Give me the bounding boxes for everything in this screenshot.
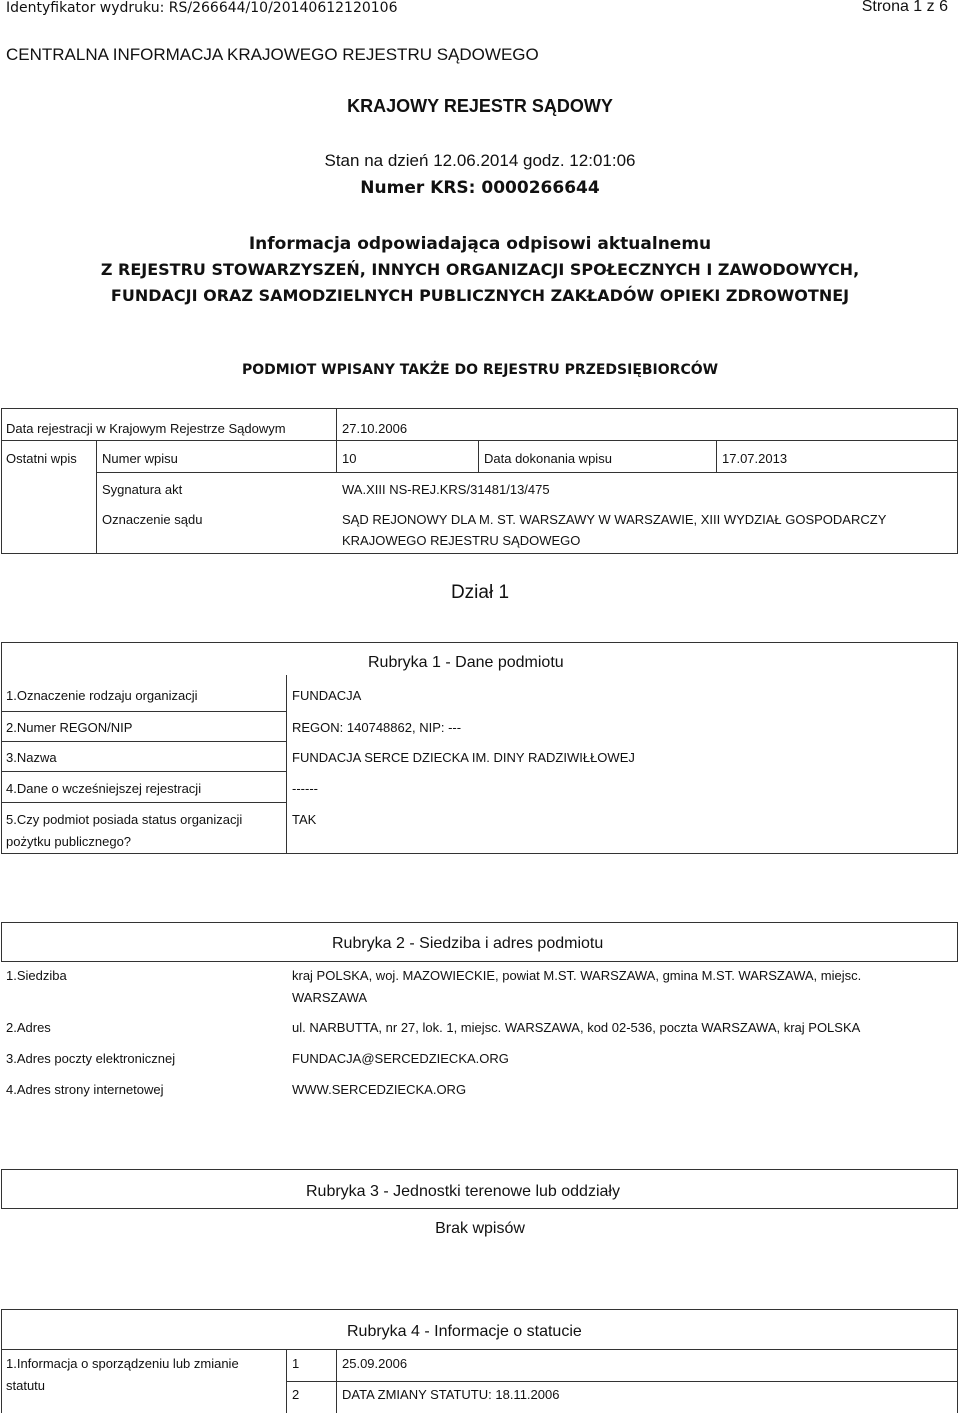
- entry-number-value: 10: [342, 451, 357, 466]
- divider: [1, 711, 287, 712]
- r1-prev-reg-label: 4.Dane o wcześniejszej rejestracji: [6, 781, 202, 796]
- divider: [478, 440, 479, 472]
- r2-address-value: ul. NARBUTTA, nr 27, lok. 1, miejsc. WARSZAWA, kod 02-536, poczta WARSZAWA, kraj POLSKA: [292, 1020, 861, 1035]
- court-value-line-1: SĄD REJONOWY DLA M. ST. WARSZAWY W WARSZAWIE, XIII WYDZIAŁ GOSPODARCZY: [342, 512, 887, 527]
- divider: [336, 408, 337, 440]
- divider: [1, 961, 958, 962]
- r1-prev-reg-value: ------: [292, 781, 318, 796]
- r2-email-value: FUNDACJA@SERCEDZIECKA.ORG: [292, 1051, 509, 1066]
- rubric-2-top-border: [1, 922, 958, 923]
- divider: [1, 1208, 958, 1209]
- divider: [1, 741, 287, 742]
- rubric-4-top-border: [1, 1309, 958, 1310]
- divider: [1, 853, 958, 854]
- r1-opp-value: TAK: [292, 812, 317, 827]
- section-title: Dział 1: [450, 582, 510, 603]
- signature-value: WA.XIII NS-REJ.KRS/31481/13/475: [342, 482, 550, 497]
- r1-org-type-value: FUNDACJA: [292, 688, 362, 703]
- r1-org-type-label: 1.Oznaczenie rodzaju organizacji: [6, 688, 198, 703]
- divider: [957, 642, 958, 854]
- divider: [1, 922, 2, 962]
- r2-address-label: 2.Adres: [6, 1020, 51, 1035]
- register-name: KRAJOWY REJESTR SĄDOWY: [347, 96, 613, 116]
- r4-entry-1-value: 25.09.2006: [342, 1356, 408, 1371]
- divider: [286, 1349, 287, 1413]
- rubric-3-title: Rubryka 3 - Jednostki terenowe lub oddziały: [306, 1183, 620, 1200]
- institution-name: CENTRALNA INFORMACJA KRAJOWEGO REJESTRU SĄDOWEGO: [6, 45, 539, 64]
- rubric-2-title: Rubryka 2 - Siedziba i adres podmiotu: [332, 935, 604, 952]
- r4-entry-2-number: 2: [292, 1387, 300, 1402]
- divider: [336, 440, 337, 472]
- krs-number: Numer KRS: 0000266644: [360, 178, 600, 198]
- rubric-3-top-border: [1, 1169, 958, 1170]
- divider: [96, 472, 958, 473]
- rubric-4-title: Rubryka 4 - Informacje o statucie: [347, 1323, 582, 1340]
- r2-seat-value-line-2: WARSZAWA: [292, 990, 368, 1005]
- divider: [957, 1169, 958, 1209]
- reg-date-label: Data rejestracji w Krajowym Rejestrze Sądowym: [6, 421, 286, 436]
- divider: [96, 440, 97, 554]
- r1-name-label: 3.Nazwa: [6, 750, 57, 765]
- status-date: Stan na dzień 12.06.2014 godz. 12:01:06: [324, 151, 636, 170]
- last-entry-label: Ostatni wpis: [6, 451, 77, 466]
- r2-email-label: 3.Adres poczty elektronicznej: [6, 1051, 176, 1066]
- rubric-3-empty: Brak wpisów: [435, 1220, 525, 1237]
- divider: [286, 675, 287, 854]
- court-value-line-2: KRAJOWEGO REJESTRU SĄDOWEGO: [342, 533, 581, 548]
- r1-opp-label-line-2: pożytku publicznego?: [6, 834, 132, 849]
- divider: [716, 440, 717, 472]
- r4-statute-label-line-1: 1.Informacja o sporządzeniu lub zmianie: [6, 1356, 239, 1371]
- entry-number-label: Numer wpisu: [102, 451, 178, 466]
- signature-label: Sygnatura akt: [102, 482, 183, 497]
- rubric-1-top-border: [1, 642, 958, 643]
- r2-website-value: WWW.SERCEDZIECKA.ORG: [292, 1082, 467, 1097]
- intro-line-2: Z REJESTRU STOWARZYSZEŃ, INNYCH ORGANIZACJI SPOŁECZNYCH I ZAWODOWYCH,: [100, 260, 860, 279]
- r2-seat-label: 1.Siedziba: [6, 968, 67, 983]
- entry-date-label: Data dokonania wpisu: [484, 451, 612, 466]
- divider: [1, 1169, 2, 1209]
- reg-date-value: 27.10.2006: [342, 421, 408, 436]
- divider: [1, 440, 958, 441]
- intro-line-1: Informacja odpowiadająca odpisowi aktualnemu: [248, 234, 712, 254]
- intro-line-3: FUNDACJI ORAZ SAMODZIELNYCH PUBLICZNYCH ZAKŁADÓW OPIEKI ZDROWOTNEJ: [110, 286, 850, 305]
- divider: [957, 1309, 958, 1413]
- r2-seat-value-line-1: kraj POLSKA, woj. MAZOWIECKIE, powiat M.ST. WARSZAWA, gmina M.ST. WARSZAWA, miejsc.: [292, 968, 862, 983]
- r4-statute-label-line-2: statutu: [6, 1378, 46, 1393]
- entry-date-value: 17.07.2013: [722, 451, 788, 466]
- page-number: Strona 1 z 6: [861, 0, 948, 15]
- r4-entry-2-value: DATA ZMIANY STATUTU: 18.11.2006: [342, 1387, 560, 1402]
- r1-name-value: FUNDACJA SERCE DZIECKA IM. DINY RADZIWIŁŁOWEJ: [292, 750, 635, 765]
- r4-entry-1-number: 1: [292, 1356, 300, 1371]
- rubric-1-title: Rubryka 1 - Dane podmiotu: [368, 654, 564, 671]
- print-identifier: Identyfikator wydruku: RS/266644/10/20140612120106: [6, 0, 398, 16]
- divider: [336, 1349, 337, 1413]
- r1-opp-label-line-1: 5.Czy podmiot posiada status organizacji: [6, 812, 243, 827]
- divider: [957, 922, 958, 962]
- divider: [1, 1349, 958, 1350]
- r1-regon-value: REGON: 140748862, NIP: ---: [292, 720, 462, 735]
- court-label: Oznaczenie sądu: [102, 512, 203, 527]
- divider: [1, 1309, 2, 1413]
- entrepreneurs-note: PODMIOT WPISANY TAKŻE DO REJESTRU PRZEDSIĘBIORCÓW: [241, 362, 719, 378]
- divider: [1, 802, 287, 803]
- divider: [1, 642, 2, 854]
- divider: [286, 1381, 958, 1382]
- divider: [1, 771, 287, 772]
- r2-website-label: 4.Adres strony internetowej: [6, 1082, 164, 1097]
- r1-regon-label: 2.Numer REGON/NIP: [6, 720, 133, 735]
